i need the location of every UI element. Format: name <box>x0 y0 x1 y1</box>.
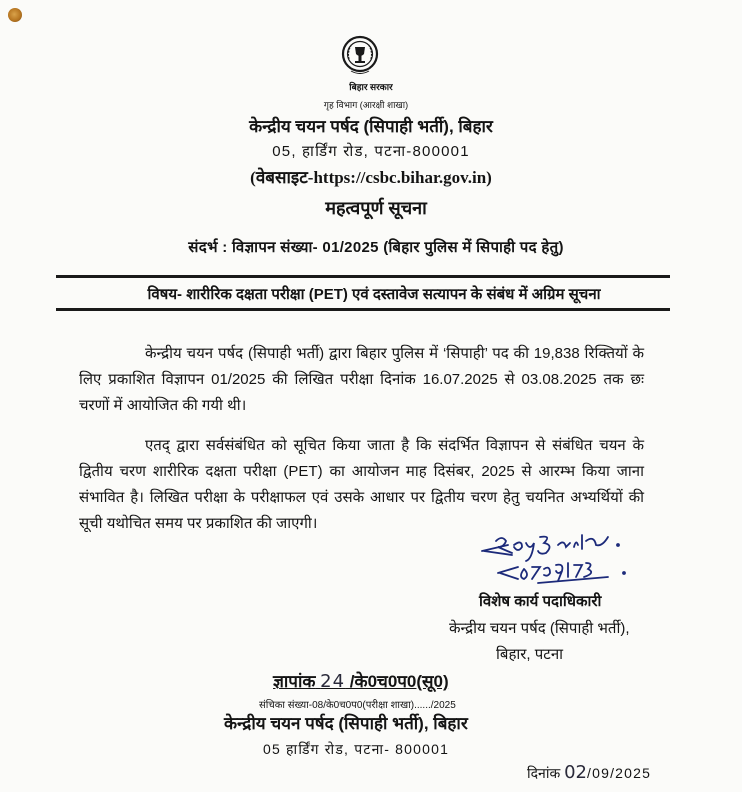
organization-name: केन्द्रीय चयन पर्षद (सिपाही भर्ती), बिहार <box>249 117 493 136</box>
issue-date <box>527 762 651 783</box>
memo-number-line <box>273 669 449 692</box>
paper-stain-mark <box>8 8 22 22</box>
website-link[interactable]: (वेबसाइट-https://csbc.bihar.gov.in) <box>250 168 492 187</box>
government-name: बिहार सरकार <box>349 82 393 92</box>
date-label: दिनांक <box>527 765 561 781</box>
signatory-designation: विशेष कार्य पदाधिकारी <box>479 593 602 610</box>
signatory-organization: केन्द्रीय चयन पर्षद (सिपाही भर्ती), <box>449 620 630 637</box>
footer-organization: केन्द्रीय चयन पर्षद (सिपाही भर्ती), बिहार <box>224 714 468 733</box>
file-number: संचिका संख्या-08/के0च0प0(परीक्षा शाखा)....../2025 <box>259 700 456 711</box>
footer-address: 05 हार्डिंग रोड, पटना- 800001 <box>263 741 450 757</box>
memo-suffix: /के0च0प0(सू0) <box>345 672 449 691</box>
body-paragraph-1: केन्द्रीय चयन पर्षद (सिपाही भर्ती) द्वारा बिहार पुलिस में ‘सिपाही’ पद की 19,838 रिक्तियों के लिए प्रकाशित विज्ञापन 01/2025 की लिखित परीक्षा दिनांक 16.07.2025 से 03.08.2025 तक छः चरणों में आयोजित की गयी थी। <box>79 345 644 414</box>
date-month-year: /09/2025 <box>587 765 652 781</box>
subject-top-rule <box>56 275 670 278</box>
date-day: 02 <box>564 762 588 783</box>
notice-subject: विषय- शारीरिक दक्षता परीक्षा (PET) एवं दस्तावेज सत्यापन के संबंध में अग्रिम सूचना <box>147 286 601 303</box>
subject-bottom-rule <box>56 308 670 311</box>
notice-title: महत्वपूर्ण सूचना <box>325 198 427 218</box>
signatory-location: बिहार, पटना <box>496 646 564 663</box>
body-paragraph-2: एतद् द्वारा सर्वसंबंधित को सूचित किया जाता है कि संदर्भित विज्ञापन से संबंधित चयन के द्वितीय चरण शारीरिक दक्षता परीक्षा (PET) का आयोजन माह दिसंबर, 2025 से आरम्भ किया जाना संभावित है। लिखित परीक्षा के परीक्षाफल एवं उसके आधार पर द्वितीय चरण हेतु चयनित अभ्यर्थियों की सूची यथोचित समय पर प्रकाशित की जाएगी। <box>79 437 644 532</box>
organization-address: 05, हार्डिंग रोड, पटना-800001 <box>272 143 470 160</box>
department-name: गृह विभाग (आरक्षी शाखा) <box>323 100 409 110</box>
memo-number: 24 <box>320 671 346 692</box>
memo-label: ज्ञापांक <box>273 672 316 691</box>
notice-reference: संदर्भ : विज्ञापन संख्या- 01/2025 (बिहार पुलिस में सिपाही पद हेतु) <box>188 239 564 256</box>
bihar-government-emblem-icon <box>341 35 379 77</box>
handwritten-signature-icon <box>478 533 648 591</box>
